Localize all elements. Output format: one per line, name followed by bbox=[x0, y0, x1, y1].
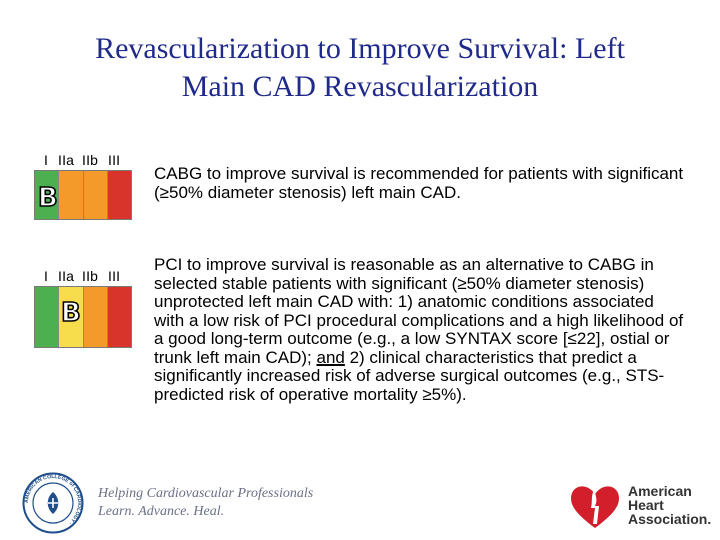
class-III-bar bbox=[108, 287, 131, 347]
class-label-IIb: IIb bbox=[82, 268, 99, 284]
tagline-line-1: Helping Cardiovascular Professionals bbox=[98, 486, 314, 501]
class-label-I: I bbox=[44, 152, 49, 168]
aha-heart-torch-logo bbox=[566, 478, 624, 532]
class-label-I: I bbox=[44, 268, 49, 284]
aha-word-association: Association. bbox=[628, 511, 712, 527]
recommendation-class-bars-rec2 bbox=[34, 286, 132, 348]
class-labels-rec2 bbox=[44, 268, 120, 284]
rec2-text-part2: 2) clinical characteristics that predict a significantly increased risk of adverse surgical outcomes (e.g., STS-predicted risk of operative mortality ≥5%). bbox=[154, 347, 665, 404]
aha-word-american: American bbox=[628, 483, 692, 499]
class-label-IIb: IIb bbox=[82, 152, 99, 168]
class-III-bar bbox=[108, 171, 131, 219]
level-of-evidence-badge-rec2: B bbox=[61, 298, 81, 328]
class-labels-rec1 bbox=[44, 152, 120, 168]
class-I-bar bbox=[35, 287, 59, 347]
class-IIb-bar bbox=[84, 287, 108, 347]
class-label-III: III bbox=[108, 268, 121, 284]
level-of-evidence-badge-rec1: B bbox=[38, 183, 58, 213]
recommendation-text-rec2 bbox=[154, 256, 684, 404]
tagline-line-2: Learn. Advance. Heal. bbox=[98, 504, 225, 519]
title-line-1: Revascularization to Improve Survival: Left bbox=[95, 32, 625, 65]
class-label-IIa: IIa bbox=[58, 268, 75, 284]
acc-tagline bbox=[98, 485, 313, 521]
class-IIb-bar bbox=[84, 171, 108, 219]
rec2-text-part1: PCI to improve survival is reasonable as an alternative to CABG in selected stable patients with significant (≥50% diameter stenosis) unprotected left main CAD with: 1) anatomic conditions associated with a low risk of PCI procedural complications and a high likelihood of a good long-term outcome (e.g., a low SYNTAX score [≤22], ostial or trunk left main CAD); bbox=[154, 255, 684, 367]
aha-footer bbox=[566, 478, 711, 532]
class-label-IIa: IIa bbox=[58, 152, 75, 168]
recommendation-text-rec1: CABG to improve survival is recommended for patients with significant (≥50% diameter stenosis) left main CAD. bbox=[154, 164, 684, 202]
aha-word-heart: Heart bbox=[628, 497, 664, 513]
title-line-2: Main CAD Revascularization bbox=[181, 70, 539, 103]
class-IIa-bar bbox=[59, 171, 83, 219]
acc-seal-logo bbox=[22, 472, 84, 534]
slide-title bbox=[0, 30, 720, 106]
svg-text:AMERICAN COLLEGE of CARDIOLOGY: AMERICAN COLLEGE of CARDIOLOGY · bbox=[23, 473, 83, 526]
class-label-III: III bbox=[108, 152, 121, 168]
rec2-emphasis-and: and bbox=[316, 347, 345, 367]
aha-wordmark bbox=[628, 484, 711, 526]
acc-footer bbox=[22, 472, 313, 534]
